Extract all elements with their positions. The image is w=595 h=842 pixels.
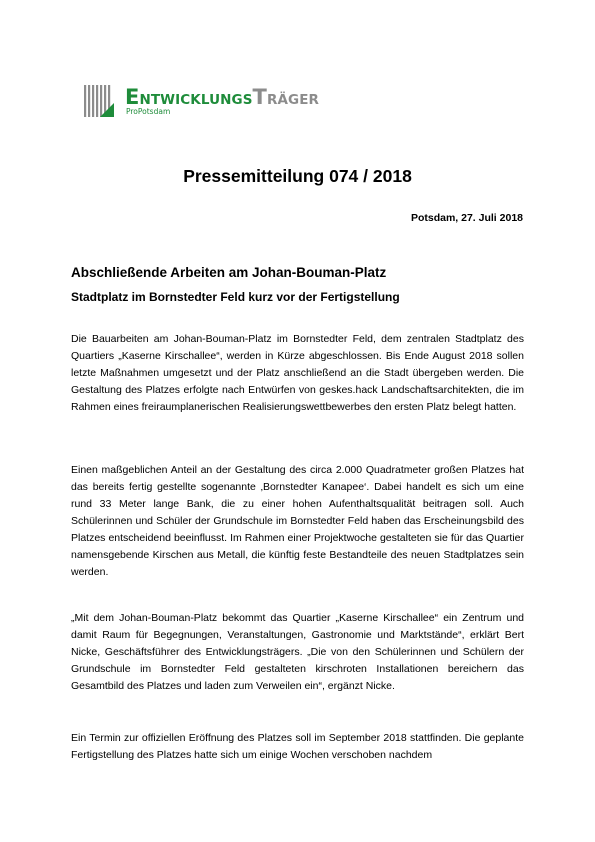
headline: Abschließende Arbeiten am Johan-Bouman-Platz <box>71 265 387 280</box>
logo-name: ENTWICKLUNGSTRÄGER <box>125 85 320 109</box>
paragraph: Ein Termin zur offiziellen Eröffnung des Platzes soll im September 2018 stattfinden. Die geplante Fertigstellung des Platzes hatte sich um einige Wochen verschoben nachdem <box>71 732 524 761</box>
paragraph: „Mit dem Johan-Bouman-Platz bekommt das Quartier „Kaserne Kirschallee“ ein Zentrum und damit Raum für Begegnungen, Veranstaltungen, Gastronomie und Marktstände“, erklärt Bert Nicke, Geschäftsführer des Entwicklungsträgers. „Die von den Schülerinnen und Schülern der Grundschule im Bornstedter Feld gestalteten kirschroten Installationen bereichern das Gesamtbild des Platzes und laden zum Verweilen ein“, ergänzt Nicke. <box>71 612 524 692</box>
stripes-icon <box>84 85 114 117</box>
paragraph: Einen maßgeblichen Anteil an der Gestaltung des circa 2.000 Quadratmeter großen Platzes hat das bereits fertig gestellte sogenannte ‚Bornstedter Kanapee‘. Dabei handelt es sich um eine rund 33 Meter lange Bank, die zu einer hohen Aufenthaltsqualität beitragen soll. Auch Schülerinnen und Schüler der Grundschule im Bornstedter Feld haben das Erscheinungsbild des Platzes entscheidend beeinflusst. Im Rahmen einer Projektwoche gestalteten sie für das Quartier namensgebende Kirschen aus Metall, die künftig feste Bestandteile des neuen Stadtplatzes sein werden. <box>71 464 524 578</box>
paragraph: Die Bauarbeiten am Johan-Bouman-Platz im Bornstedter Feld, dem zentralen Stadtplatz des Quartiers „Kaserne Kirschallee“, werden in Kürze abgeschlossen. Bis Ende August 2018 sollen letzte Maßnahmen umgesetzt und der Platz anschließend an die Stadt übergeben werden. Die Gestaltung des Platzes erfolgte nach Entwürfen von geskes.hack Landschaftsarchitekten, die im Rahmen eines freiraumplanerischen Realisierungswettbewerbes den ersten Platz belegt hatten. <box>71 333 524 413</box>
page-title: Pressemitteilung 074 / 2018 <box>183 166 412 186</box>
subheadline: Stadtplatz im Bornstedter Feld kurz vor der Fertigstellung <box>71 290 400 304</box>
logo-subtitle: ProPotsdam <box>126 107 171 116</box>
release-date: Potsdam, 27. Juli 2018 <box>410 212 523 224</box>
logo <box>84 82 384 122</box>
